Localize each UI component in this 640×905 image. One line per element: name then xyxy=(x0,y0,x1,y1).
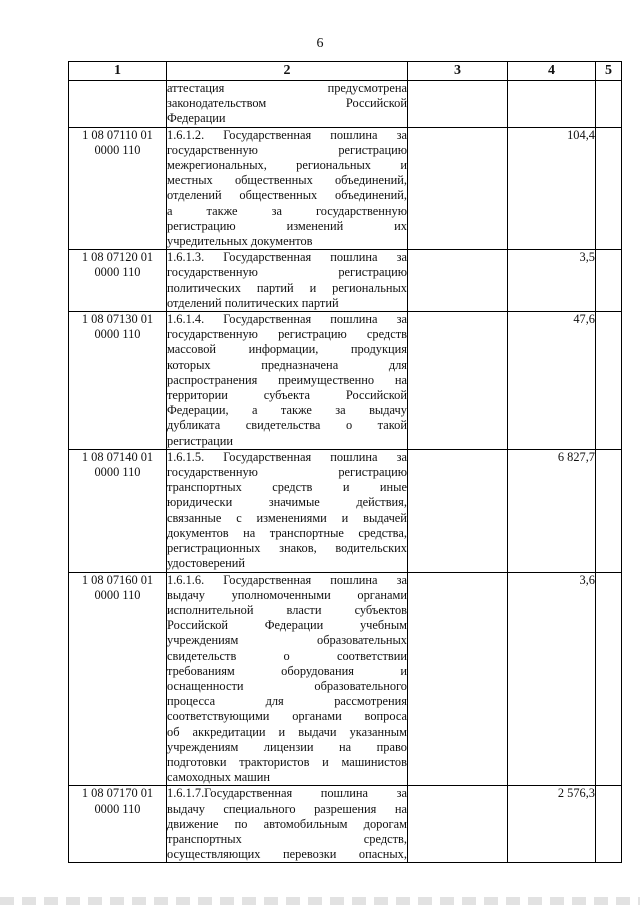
description-line xyxy=(167,480,407,495)
description-word: Государственная xyxy=(223,312,312,327)
description-word: и xyxy=(341,510,349,525)
description-word: регистрацию xyxy=(167,218,236,233)
description-line xyxy=(167,358,407,373)
description-line xyxy=(167,188,407,203)
scan-edge-artifact xyxy=(0,897,640,905)
description-word: 1.6.1.3. xyxy=(167,250,205,265)
description-cell xyxy=(167,449,408,572)
description-word: движение xyxy=(167,816,219,831)
description-word: объединений, xyxy=(334,173,407,188)
description-word: регистрацию xyxy=(338,142,407,157)
description-word: и xyxy=(400,663,407,678)
description-word: Государственная xyxy=(223,449,312,464)
description-word: право xyxy=(376,739,407,754)
description-word: водительских xyxy=(335,541,407,556)
description-word: субъекта xyxy=(263,388,310,403)
description-word: рассмотрения xyxy=(334,694,407,709)
description-word: органами xyxy=(292,709,342,724)
description-word: органами xyxy=(357,587,407,602)
description-line xyxy=(167,511,407,526)
description-word: выдачу xyxy=(369,403,407,418)
amount-cell: 3,5 xyxy=(508,250,596,312)
budget-code-cell xyxy=(69,312,167,450)
table-header-row xyxy=(69,62,622,81)
description-word: 1.6.1.7.Государственная xyxy=(167,786,293,801)
description-word: иные xyxy=(379,480,407,495)
description-word: массовой xyxy=(167,342,217,357)
description-word: учебным xyxy=(359,618,407,633)
description-word: за xyxy=(396,312,407,327)
description-line xyxy=(167,832,407,847)
description-word: регистрацию xyxy=(338,265,407,280)
budget-table xyxy=(68,61,622,863)
description-word: а xyxy=(252,403,258,418)
description-word: распространения xyxy=(167,372,258,387)
description-line xyxy=(167,679,407,694)
budget-code-line: 1 08 07120 01 xyxy=(81,250,154,265)
amount-cell xyxy=(508,81,596,128)
description-word: оснащенности xyxy=(167,678,244,693)
amount-cell: 6 827,7 xyxy=(508,449,596,572)
description-word: за xyxy=(396,572,407,587)
description-line xyxy=(167,755,407,770)
description-word: средств xyxy=(272,480,313,495)
description-word: исполнительной xyxy=(167,602,254,617)
description-line xyxy=(167,770,407,785)
description-word: партий xyxy=(256,280,294,295)
description-word: свидетельства xyxy=(245,418,321,433)
description-word: удостоверений xyxy=(167,556,246,571)
budget-code-line: 0000 110 xyxy=(94,465,141,480)
column-5-cell xyxy=(596,81,622,128)
description-word: а xyxy=(167,203,173,218)
description-line xyxy=(167,588,407,603)
description-word: 1.6.1.4. xyxy=(167,312,205,327)
description-word: специального xyxy=(223,801,296,816)
description-line xyxy=(167,725,407,740)
description-word: политических xyxy=(167,280,241,295)
description-word: регистрацию xyxy=(338,465,407,480)
column-5-cell xyxy=(596,572,622,786)
description-word: документов xyxy=(167,525,229,540)
description-word: опасных, xyxy=(358,847,407,862)
description-word: за xyxy=(396,786,407,801)
budget-code-cell xyxy=(69,250,167,312)
description-line xyxy=(167,265,407,280)
description-line xyxy=(167,802,407,817)
description-word: лицензии xyxy=(263,739,314,754)
budget-code-line: 1 08 07140 01 xyxy=(81,449,154,464)
table-row xyxy=(69,572,622,786)
header-col-3: 3 xyxy=(408,62,508,81)
description-line xyxy=(167,173,407,188)
description-word: дорогам xyxy=(363,816,407,831)
description-line xyxy=(167,234,407,249)
description-word: субъектов xyxy=(354,602,407,617)
description-word: отделений политических партий xyxy=(167,295,339,310)
description-word: Государственная xyxy=(223,250,312,265)
description-word: машинистов xyxy=(341,754,407,769)
description-word: изменений xyxy=(286,218,344,233)
description-word: регистрационных xyxy=(167,541,261,556)
description-word: перевозки xyxy=(283,847,337,862)
description-word: дубликата xyxy=(167,418,221,433)
description-word: процесса xyxy=(167,694,216,709)
description-word: аттестация xyxy=(167,81,225,95)
description-word: с xyxy=(236,510,242,525)
description-word: учреждениям xyxy=(167,633,239,648)
description-word: информации, xyxy=(248,342,319,357)
description-word: 1.6.1.5. xyxy=(167,449,205,464)
description-word: транспортных xyxy=(167,831,242,846)
description-word: средств xyxy=(366,327,407,342)
description-line xyxy=(167,694,407,709)
column-5-cell xyxy=(596,312,622,450)
description-line xyxy=(167,786,407,801)
description-word: на xyxy=(394,801,407,816)
description-word: за xyxy=(396,449,407,464)
description-line xyxy=(167,250,407,265)
description-cell xyxy=(167,250,408,312)
description-word: знаков, xyxy=(279,541,317,556)
description-word: уполномоченными xyxy=(231,587,331,602)
description-word: юридически xyxy=(167,495,233,510)
description-word: пошлина xyxy=(330,250,378,265)
description-word: автомобильным xyxy=(263,816,348,831)
budget-code-line: 0000 110 xyxy=(94,265,141,280)
description-word: также xyxy=(280,403,312,418)
budget-code-line: 1 08 07170 01 xyxy=(81,786,154,801)
budget-code-line: 0000 110 xyxy=(94,587,141,602)
description-word: изменениями xyxy=(256,510,327,525)
description-word: законодательством xyxy=(167,96,267,111)
description-word: Федерации, xyxy=(167,403,229,418)
description-word: средств, xyxy=(363,831,407,846)
description-word: регистрации xyxy=(167,433,234,448)
description-word: средства, xyxy=(358,525,407,540)
description-word: соответствии xyxy=(336,648,407,663)
header-col-2: 2 xyxy=(167,62,408,81)
budget-code-line: 0000 110 xyxy=(94,142,141,157)
column-5-cell xyxy=(596,786,622,863)
description-line xyxy=(167,281,407,296)
description-word: на xyxy=(243,525,256,540)
description-line xyxy=(167,817,407,832)
description-word: связанные xyxy=(167,510,222,525)
description-word: образовательного xyxy=(314,678,407,693)
budget-code-cell xyxy=(69,81,167,128)
header-col-4: 4 xyxy=(508,62,596,81)
description-line xyxy=(167,556,407,571)
description-word: подготовки xyxy=(167,754,227,769)
header-col-1: 1 xyxy=(69,62,167,81)
description-word: за xyxy=(396,127,407,142)
description-word: предназначена xyxy=(261,357,339,372)
amount-cell: 3,6 xyxy=(508,572,596,786)
column-5-cell xyxy=(596,449,622,572)
description-line xyxy=(167,450,407,465)
description-word: отделений xyxy=(167,188,222,203)
budget-code-cell xyxy=(69,572,167,786)
column-3-cell xyxy=(408,312,508,450)
description-cell xyxy=(167,786,408,863)
description-word: их xyxy=(394,218,407,233)
description-line xyxy=(167,296,407,311)
description-word: государственную xyxy=(167,327,258,342)
description-word: по xyxy=(234,816,248,831)
description-word: пошлина xyxy=(320,786,369,801)
description-word: местных xyxy=(167,173,213,188)
description-word: значимые xyxy=(268,495,320,510)
description-word: регистрацию xyxy=(278,327,347,342)
description-line xyxy=(167,541,407,556)
description-word: такой xyxy=(377,418,407,433)
table-row xyxy=(69,81,622,128)
budget-code-line: 1 08 07130 01 xyxy=(81,312,154,327)
description-word: учреждениям xyxy=(167,739,239,754)
description-word: пошлина xyxy=(330,312,378,327)
description-line xyxy=(167,573,407,588)
description-word: на xyxy=(394,372,407,387)
description-word: указанным xyxy=(349,724,407,739)
description-line xyxy=(167,526,407,541)
description-word: государственную xyxy=(316,203,407,218)
description-word: за xyxy=(271,203,282,218)
description-word: выдачу xyxy=(167,801,205,816)
description-word: государственную xyxy=(167,265,258,280)
column-3-cell xyxy=(408,250,508,312)
description-line xyxy=(167,403,407,418)
description-cell xyxy=(167,312,408,450)
description-word: для xyxy=(388,357,407,372)
budget-code-cell xyxy=(69,786,167,863)
description-line xyxy=(167,111,407,126)
description-word: государственную xyxy=(167,142,258,157)
amount-cell: 2 576,3 xyxy=(508,786,596,863)
description-word: аккредитации xyxy=(192,724,266,739)
description-word: трактористов xyxy=(239,754,310,769)
description-line xyxy=(167,495,407,510)
table-row xyxy=(69,250,622,312)
description-word: выдачу xyxy=(167,587,205,602)
description-word: пошлина xyxy=(330,449,378,464)
description-word: Российской xyxy=(345,388,407,403)
description-cell xyxy=(167,127,408,250)
description-word: об xyxy=(167,724,180,739)
description-word: соответствующими xyxy=(167,709,270,724)
description-word: пошлина xyxy=(330,127,378,142)
description-word: предусмотрена xyxy=(327,81,407,95)
description-word: за xyxy=(396,250,407,265)
description-line xyxy=(167,633,407,648)
budget-code-line: 0000 110 xyxy=(94,801,141,816)
description-word: о xyxy=(283,648,290,663)
description-line xyxy=(167,373,407,388)
budget-code-cell xyxy=(69,449,167,572)
description-line xyxy=(167,158,407,173)
description-word: вопроса xyxy=(364,709,407,724)
description-line xyxy=(167,327,407,342)
description-line xyxy=(167,342,407,357)
description-line xyxy=(167,603,407,618)
description-line xyxy=(167,649,407,664)
description-word: Государственная xyxy=(223,127,312,142)
column-5-cell xyxy=(596,127,622,250)
description-word: транспортных xyxy=(167,480,242,495)
description-word: образовательных xyxy=(317,633,407,648)
description-line xyxy=(167,204,407,219)
description-word: действия, xyxy=(356,495,407,510)
description-line xyxy=(167,465,407,480)
description-word: Российской xyxy=(167,618,229,633)
description-word: пошлина xyxy=(330,572,378,587)
description-word: которых xyxy=(167,357,211,372)
description-word: общественных xyxy=(239,188,318,203)
description-word: разрешения xyxy=(314,801,377,816)
description-word: учредительных документов xyxy=(167,234,313,249)
column-3-cell xyxy=(408,81,508,128)
table-row xyxy=(69,449,622,572)
description-word: объединений, xyxy=(335,188,407,203)
description-word: о xyxy=(345,418,353,433)
description-word: требованиям xyxy=(167,663,235,678)
column-5-cell xyxy=(596,250,622,312)
description-word: оборудования xyxy=(281,663,354,678)
description-line xyxy=(167,418,407,433)
page-number: 6 xyxy=(316,36,324,51)
column-3-cell xyxy=(408,786,508,863)
description-line xyxy=(167,96,407,111)
description-word: Государственная xyxy=(223,572,312,587)
description-word: выдачей xyxy=(363,510,407,525)
description-word: свидетельств xyxy=(167,648,237,663)
description-word: региональных xyxy=(332,280,407,295)
description-line xyxy=(167,81,407,96)
column-3-cell xyxy=(408,127,508,250)
description-line xyxy=(167,618,407,633)
description-word: 1.6.1.6. xyxy=(167,572,205,587)
description-line xyxy=(167,312,407,327)
table-row xyxy=(69,127,622,250)
amount-cell: 104,4 xyxy=(508,127,596,250)
description-line xyxy=(167,434,407,449)
description-word: 1.6.1.2. xyxy=(167,127,205,142)
description-line xyxy=(167,219,407,234)
description-cell xyxy=(167,572,408,786)
description-line xyxy=(167,143,407,158)
table-row xyxy=(69,786,622,863)
description-cell xyxy=(167,81,408,128)
description-word: также xyxy=(206,203,238,218)
description-word: региональных xyxy=(296,158,371,173)
description-word: для xyxy=(265,694,284,709)
description-word: и xyxy=(278,724,286,739)
description-word: и xyxy=(400,158,407,173)
description-line xyxy=(167,388,407,403)
description-word: государственную xyxy=(167,465,258,480)
description-word: межрегиональных, xyxy=(167,158,267,173)
description-word: осуществляющих xyxy=(167,847,261,862)
description-word: на xyxy=(339,739,352,754)
description-word: и xyxy=(342,480,350,495)
description-word: и xyxy=(309,280,317,295)
description-word: Российской xyxy=(345,96,407,111)
description-word: выдачи xyxy=(298,724,337,739)
description-word: продукция xyxy=(350,342,407,357)
column-3-cell xyxy=(408,449,508,572)
table-row xyxy=(69,312,622,450)
description-word: преимущественно xyxy=(278,372,375,387)
header-col-5: 5 xyxy=(596,62,622,81)
amount-cell: 47,6 xyxy=(508,312,596,450)
description-word: и xyxy=(322,754,329,769)
description-word: общественных xyxy=(234,173,313,188)
description-word: территории xyxy=(167,388,228,403)
description-word: за xyxy=(335,403,346,418)
description-word: Федерации xyxy=(264,618,324,633)
description-line xyxy=(167,740,407,755)
budget-code-line: 1 08 07110 01 xyxy=(82,127,153,142)
budget-code-line: 1 08 07160 01 xyxy=(81,572,154,587)
budget-code-cell xyxy=(69,127,167,250)
description-word: транспортные xyxy=(269,525,344,540)
description-word: власти xyxy=(286,602,322,617)
description-line xyxy=(167,709,407,724)
description-line xyxy=(167,847,407,862)
description-line xyxy=(167,664,407,679)
column-3-cell xyxy=(408,572,508,786)
description-word: самоходных машин xyxy=(167,770,271,785)
description-word: Федерации xyxy=(167,111,226,126)
description-line xyxy=(167,128,407,143)
budget-code-line: 0000 110 xyxy=(94,327,141,342)
